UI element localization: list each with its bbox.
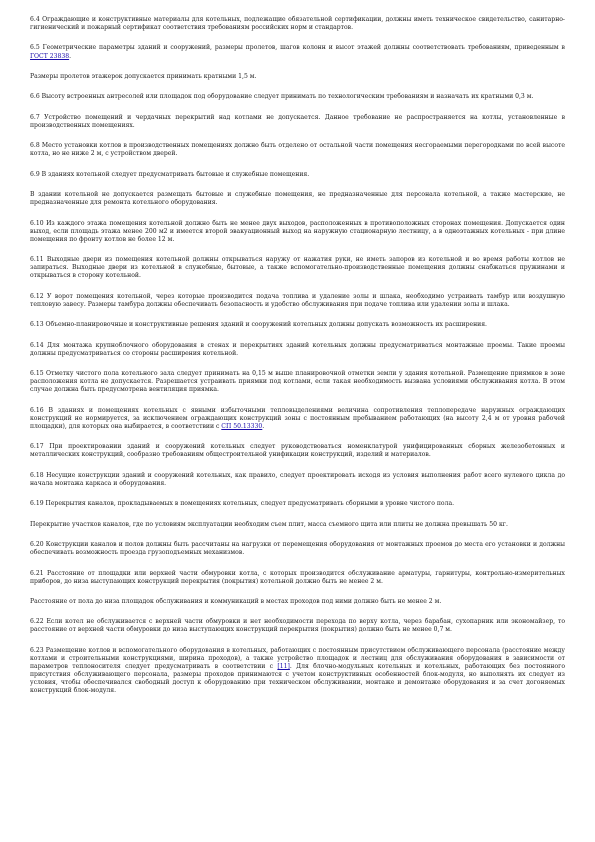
paragraph	[30, 472, 565, 488]
paragraph-text: Расстояние от пола до низа площадок обслуживания и коммуникаций в местах проходов под ними должно быть не менее 2 м.	[30, 597, 442, 605]
paragraph	[30, 500, 565, 508]
paragraph-text: 6.14 Для монтажа крупноблочного оборудования в стенах и перекрытиях зданий котельных должны предусматриваться монтажные проемы. Такие проемы должны предусматриваться со стороны расширения котельной.	[30, 341, 565, 357]
paragraph	[30, 16, 565, 32]
paragraph-text: 6.8 Место установки котлов в производственных помещениях должно быть отделено от остальной части помещения несгораемыми перегородками по всей высоте котла, но не ниже 2 м, с устройством дверей.	[30, 142, 565, 158]
reference-link[interactable]: [11]	[277, 663, 290, 671]
paragraph-text: 6.20 Конструкции каналов и полов должны быть рассчитаны на нагрузки от перемещения оборудования от монтажных проемов до места его установки и должны обеспечивать возможность проезда грузоподъемных механизмов.	[30, 541, 565, 557]
paragraph	[30, 73, 565, 81]
paragraph-text: . Для блочно-модульных котельных и котельных, работающих без постоянного присутствия обслуживающего персонала, размеры проходов принимаются с учетом конструктивных особенностей блок-модуля, но выполнять их следует из условия, чтобы обеспечивался свободный доступ к оборудованию при техническом обслуживании, монтаже и демонтаже оборудования и за счет догоняемых конструкций блок-модуля.	[30, 663, 565, 695]
paragraph	[30, 44, 565, 60]
paragraph	[30, 114, 565, 130]
paragraph-text: 6.5 Геометрические параметры зданий и сооружений, размеры пролетов, шагов колонн и высот этажей должны соответствовать требованиям, приведенным в	[30, 44, 565, 52]
paragraph-text: 6.10 Из каждого этажа помещения котельной должно быть не менее двух выходов, расположенных в противоположных сторонах помещения. Допускается один выход, если площадь этажа менее 200 м2 и имеется второй эвакуационный выход на наружную стационарную лестницу, а в одноэтажных котельных - при длине помещения по фронту котлов не более 12 м.	[30, 219, 565, 243]
paragraph	[30, 191, 565, 207]
reference-link[interactable]: ГОСТ 23838	[30, 52, 70, 60]
paragraph	[30, 293, 565, 309]
paragraph-text: .	[262, 422, 265, 430]
paragraph-text: В здании котельной не допускается размещать бытовые и служебные помещения, не предназначенные для персонала котельной, а также мастерские, не предназначенные для ремонта котельного оборудования.	[30, 191, 565, 207]
paragraph	[30, 171, 565, 179]
paragraph-text: .	[69, 52, 72, 60]
paragraph	[30, 521, 565, 529]
paragraph-text: 6.9 В зданиях котельной следует предусматривать бытовые и служебные помещения.	[30, 170, 310, 178]
paragraph-text: 6.16 В зданиях и помещениях котельных с явными избыточными тепловыделениями величина сопротивления теплопередаче наружных ограждающих конструкций не нормируется, за исключением ограждающих конструкций зоны с постоянным пребыванием работающих (на высоту 2,4 м от уровня рабочей площадки), для которых она выбирается, в соответствии с	[30, 406, 565, 430]
paragraph	[30, 647, 565, 696]
paragraph-text: 6.4 Ограждающие и конструктивные материалы для котельных, подлежащие обязательной сертификации, должны иметь техническое свидетельство, санитарно-гигиенический и пожарный сертификат соответствия требованиям российских норм и стандартов.	[30, 16, 565, 32]
paragraph-text: 6.22 Если котел не обслуживается с верхней части обмуровки и нет необходимости перехода по верху котла, через барабан, сухопарник или экономайзер, то расстояние от верхней части обмуровки до низа выступающих конструкций перекрытия (покрытия) должно быть не менее 0,7 м.	[30, 618, 565, 634]
paragraph	[30, 598, 565, 606]
paragraph	[30, 93, 565, 101]
paragraph-text: 6.21 Расстояние от площадки или верхней части обмуровки котла, с которых производится обслуживание арматуры, гарнитуры, контрольно-измерительных приборов, до низа выступающих конструкций перекрытия (покрытия) котельной должно быть не менее 2 м.	[30, 569, 565, 585]
paragraph-text: 6.11 Выходные двери из помещения котельной должны открываться наружу от нажатия руки, не иметь запоров из котельной и во время работы котлов не запираться. Выходные двери из котельной в служебные, бытовые, а также вспомогательно-производственные помещения должны снабжаться пружинами и открываться в сторону котельной.	[30, 256, 565, 280]
paragraph	[30, 618, 565, 634]
paragraph-text: 6.17 При проектировании зданий и сооружений котельных следует руководствоваться номенклатурой унифицированных сборных железобетонных и металлических конструкций, сообразно требованиям общестроительной унификации конструкций, изделий и материалов.	[30, 443, 565, 459]
paragraph	[30, 142, 565, 158]
paragraph	[30, 541, 565, 557]
paragraph-text: 6.13 Объемно-планировочные и конструктивные решения зданий и сооружений котельных должны допускать возможность их расширения.	[30, 321, 487, 329]
reference-link[interactable]: СП 50.13330	[221, 422, 263, 430]
paragraph-text: Размеры пролетов этажерок допускается принимать кратными 1,5 м.	[30, 72, 257, 80]
paragraph-text: 6.18 Несущие конструкции зданий и сооружений котельных, как правило, следует проектировать исходя из условия выполнения работ всего нулевого цикла до начала монтажа каркаса и оборудования.	[30, 471, 565, 487]
paragraph	[30, 342, 565, 358]
paragraph	[30, 256, 565, 280]
paragraph-text: 6.12 У ворот помещения котельной, через которые производится подача топлива и удаление золы и шлака, необходимо устраивать тамбур или воздушную тепловую завесу. Размеры тамбура должны обеспечивать безопасность и удобство обслуживания при подаче топлива или удалении золы и шлака.	[30, 292, 565, 308]
paragraph	[30, 570, 565, 586]
paragraph	[30, 407, 565, 431]
paragraph	[30, 370, 565, 394]
paragraph-text: 6.6 Высоту встроенных антресолей или площадок под оборудование следует принимать по технологическим требованиям и назначать их кратными 0,3 м.	[30, 93, 534, 101]
paragraph	[30, 443, 565, 459]
paragraph-text: 6.23 Размещение котлов и вспомогательного оборудования в котельных, работающих с постоянным присутствием обслуживающего персонала (расстояние между котлами и строительными конструкциями, ширина проходов), а также устройство площадок и лестниц для обслуживания оборудования в зависимости от параметров теплоносителя следует предусматривать в соответствии с	[30, 646, 565, 671]
paragraph	[30, 321, 565, 329]
paragraph	[30, 220, 565, 244]
paragraph-text: 6.19 Перекрытия каналов, прокладываемых в помещениях котельных, следует предусматривать сборными в уровне чистого пола.	[30, 500, 455, 508]
paragraph-text: 6.15 Отметку чистого пола котельного зала следует принимать на 0,15 м выше планировочной отметки земли у здания котельной. Размещение приямков в зоне расположения котла не допускается. Разрешается устраивать приямки под котлами, если такая необходимость вызвана условиями обслуживания котла. В этом случае должна быть предусмотрена вентиляция приямка.	[30, 370, 565, 394]
paragraph-text: Перекрытие участков каналов, где по условиям эксплуатации необходим съем плит, масса съемного щита или плиты не должна превышать 50 кг.	[30, 520, 508, 528]
paragraph-text: 6.7 Устройство помещений и чердачных перекрытий над котлами не допускается. Данное требование не распространяется на котлы, установленные в производственных помещениях.	[30, 113, 565, 129]
